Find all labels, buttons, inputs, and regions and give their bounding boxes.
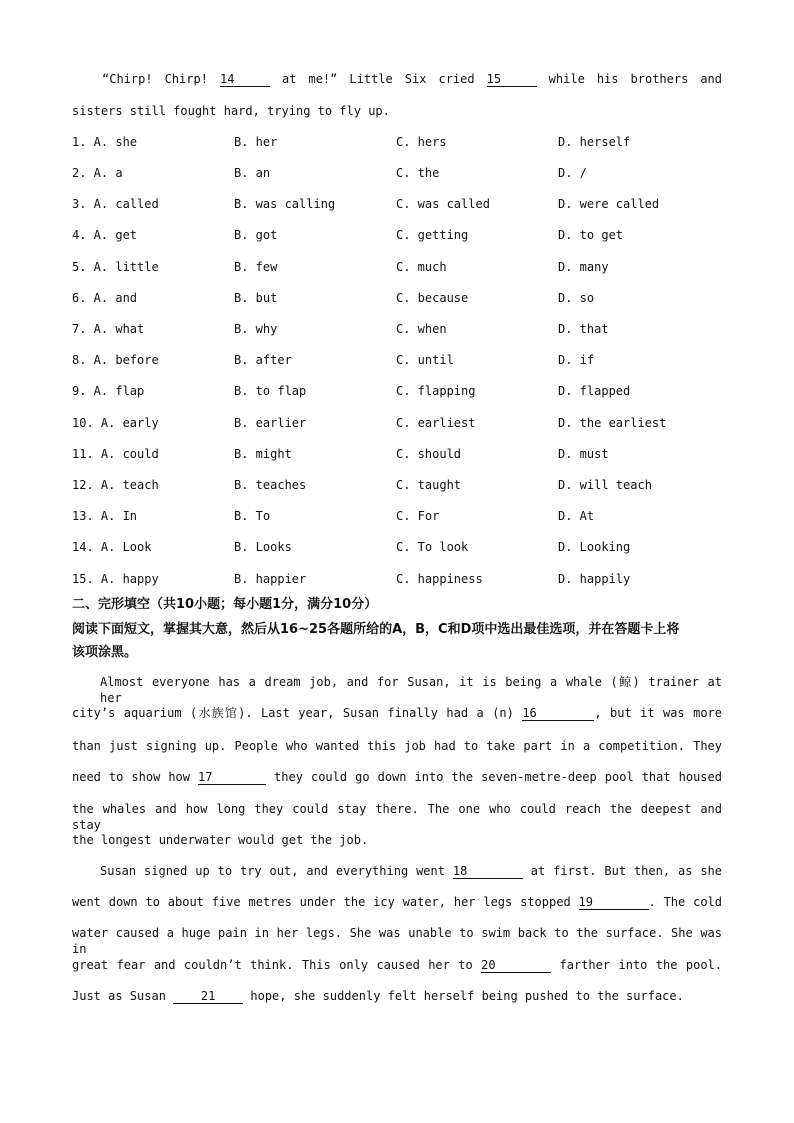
- option-row: [72, 352, 732, 368]
- text-segment: while his brothers and: [536, 72, 723, 86]
- option-d: D. will teach: [558, 478, 652, 492]
- passage2-line: [72, 894, 722, 910]
- passage1-line2: sisters still fought hard, trying to fly up.: [72, 104, 390, 118]
- option-row: [72, 383, 732, 399]
- option-row: [72, 134, 732, 150]
- text-segment: at me!” Little Six cried: [269, 72, 487, 86]
- option-c: C. For: [396, 509, 440, 523]
- option-d: D. were called: [558, 197, 660, 211]
- option-c: C. should: [396, 447, 462, 461]
- option-a: 4. A. get: [72, 228, 138, 242]
- option-a: 6. A. and: [72, 291, 138, 305]
- option-d: D. many: [558, 260, 609, 274]
- text-segment: Susan signed up to try out, and everything went: [100, 864, 453, 878]
- option-a: 1. A. she: [72, 135, 138, 149]
- option-b: B. teaches: [234, 478, 307, 492]
- option-d: D. happily: [558, 572, 631, 586]
- option-a: 9. A. flap: [72, 384, 145, 398]
- option-row: [72, 321, 732, 337]
- option-a: 11. A. could: [72, 447, 159, 461]
- option-c: C. was called: [396, 197, 490, 211]
- option-a: 13. A. In: [72, 509, 138, 523]
- text-segment: went down to about five metres under the icy water, her legs stopped: [72, 895, 579, 909]
- text-segment: , but it was more: [594, 706, 722, 720]
- blank-17: 17: [198, 770, 266, 785]
- text-segment: Just as Susan: [72, 989, 174, 1003]
- option-c: C. earliest: [396, 416, 476, 430]
- option-c: C. when: [396, 322, 447, 336]
- option-row: [72, 539, 732, 555]
- option-row: [72, 165, 732, 181]
- option-a: 14. A. Look: [72, 540, 152, 554]
- option-c: C. the: [396, 166, 440, 180]
- option-b: B. an: [234, 166, 271, 180]
- option-d: D. that: [558, 322, 609, 336]
- option-c: C. until: [396, 353, 454, 367]
- option-b: B. earlier: [234, 416, 307, 430]
- text-segment: great fear and couldn’t think. This only caused her to: [72, 958, 482, 972]
- option-b: B. happier: [234, 572, 307, 586]
- passage1-line1: [102, 71, 722, 87]
- option-c: C. To look: [396, 540, 469, 554]
- passage2-line: than just signing up. People who wanted this job had to take part in a competition. They: [72, 739, 722, 753]
- passage2-line: the whales and how long they could stay there. The one who could reach the deepest and stay: [72, 802, 722, 832]
- option-c: C. happiness: [396, 572, 483, 586]
- passage2-line: [72, 769, 722, 785]
- option-c: C. getting: [396, 228, 469, 242]
- option-d: D. if: [558, 353, 595, 367]
- option-b: B. her: [234, 135, 278, 149]
- option-d: D. At: [558, 509, 595, 523]
- option-row: [72, 415, 732, 431]
- passage2-line: [100, 863, 722, 879]
- option-d: D. the earliest: [558, 416, 667, 430]
- option-d: D. flapped: [558, 384, 631, 398]
- option-row: [72, 571, 732, 587]
- text-segment: . The cold: [648, 895, 722, 909]
- option-d: D. to get: [558, 228, 624, 242]
- option-b: B. might: [234, 447, 292, 461]
- option-row: [72, 196, 732, 212]
- option-a: 3. A. called: [72, 197, 159, 211]
- option-b: B. after: [234, 353, 292, 367]
- blank-21: 21: [173, 989, 243, 1004]
- option-a: 5. A. little: [72, 260, 159, 274]
- passage2-line: Almost everyone has a dream job, and for Susan, it is being a whale (鲸) trainer at her: [100, 675, 722, 705]
- option-a: 12. A. teach: [72, 478, 159, 492]
- option-b: B. Looks: [234, 540, 292, 554]
- text-segment: farther into the pool.: [551, 958, 722, 972]
- option-b: B. To: [234, 509, 271, 523]
- text-segment: city’s aquarium (水族馆). Last year, Susan finally had a (n): [72, 706, 523, 720]
- option-b: B. got: [234, 228, 278, 242]
- option-a: 15. A. happy: [72, 572, 159, 586]
- passage2-line: [72, 705, 722, 721]
- option-b: B. why: [234, 322, 278, 336]
- blank-19: 19: [579, 895, 649, 910]
- blank-16: 16: [522, 706, 594, 721]
- text-segment: they could go down into the seven-metre-deep pool that housed: [266, 770, 722, 784]
- text-segment: at first. But then, as she: [522, 864, 722, 878]
- blank-15: 15: [487, 72, 537, 87]
- option-b: B. to flap: [234, 384, 307, 398]
- passage2-line: water caused a huge pain in her legs. She was unable to swim back to the surface. She was in: [72, 926, 722, 956]
- option-row: [72, 290, 732, 306]
- option-b: B. few: [234, 260, 278, 274]
- option-c: C. much: [396, 260, 447, 274]
- option-a: 7. A. what: [72, 322, 145, 336]
- option-b: B. was calling: [234, 197, 336, 211]
- option-a: 2. A. a: [72, 166, 123, 180]
- option-d: D. so: [558, 291, 595, 305]
- passage2-line: the longest underwater would get the job.: [72, 833, 369, 847]
- option-row: [72, 446, 732, 462]
- option-a: 8. A. before: [72, 353, 159, 367]
- option-d: D. must: [558, 447, 609, 461]
- passage2-line: [72, 957, 722, 973]
- option-row: [72, 477, 732, 493]
- section-instruction-line2: 该项涂黑。: [72, 645, 138, 660]
- text-segment: hope, she suddenly felt herself being pushed to the surface.: [243, 989, 684, 1003]
- option-c: C. taught: [396, 478, 462, 492]
- section-title: 二、完形填空（共10小题；每小题1分，满分10分）: [72, 597, 378, 612]
- text-segment: need to show how: [72, 770, 199, 784]
- option-row: [72, 227, 732, 243]
- option-a: 10. A. early: [72, 416, 159, 430]
- passage2-line: [72, 988, 722, 1004]
- option-d: D. Looking: [558, 540, 631, 554]
- option-d: D. herself: [558, 135, 631, 149]
- blank-20: 20: [481, 958, 551, 973]
- option-c: C. because: [396, 291, 469, 305]
- option-c: C. flapping: [396, 384, 476, 398]
- blank-14: 14: [220, 72, 270, 87]
- blank-18: 18: [453, 864, 523, 879]
- text-segment: “Chirp! Chirp!: [102, 72, 220, 86]
- option-d: D. /: [558, 166, 587, 180]
- option-row: [72, 508, 732, 524]
- option-c: C. hers: [396, 135, 447, 149]
- section-instruction-line1: 阅读下面短文，掌握其大意，然后从16~25各题所给的A，B，C和D项中选出最佳选项，并在答题卡上将: [72, 622, 680, 637]
- option-row: [72, 259, 732, 275]
- option-b: B. but: [234, 291, 278, 305]
